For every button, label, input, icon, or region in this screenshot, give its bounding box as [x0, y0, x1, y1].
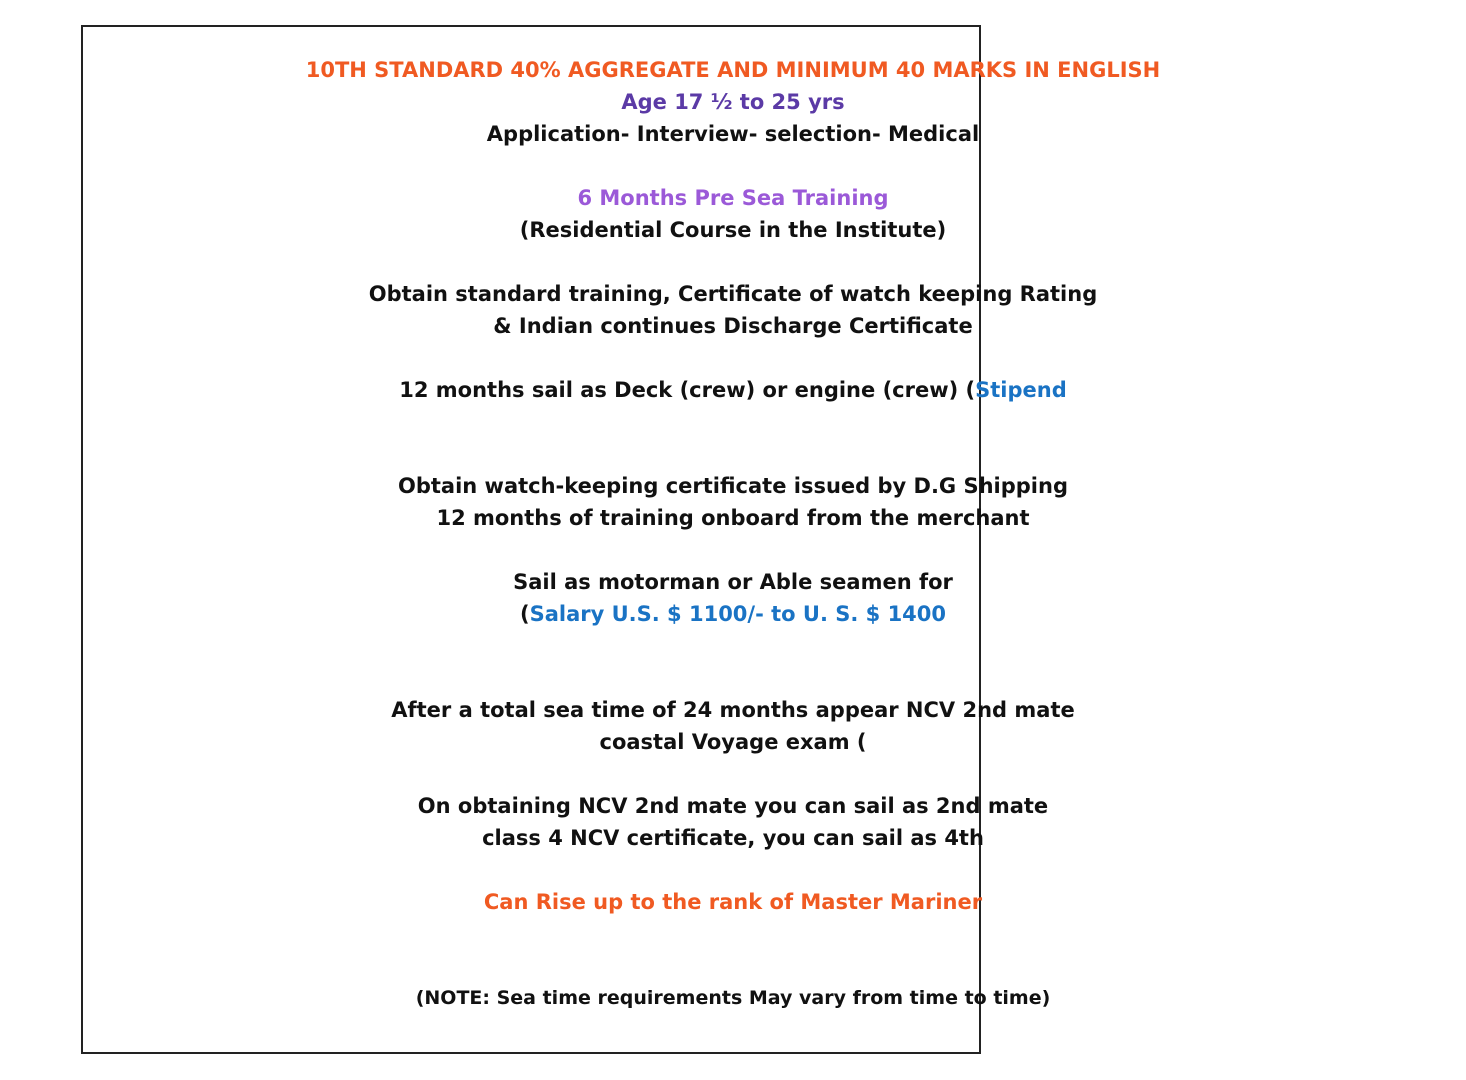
process-line: Application- Interview- selection- Medical	[486, 122, 980, 146]
watch-line-2: 12 months of training onboard from the merchant	[436, 506, 1030, 530]
age-line: Age 17 ½ to 25 yrs	[621, 90, 845, 114]
motorman-line: Sail as motorman or Able seamen for	[513, 570, 953, 594]
ncv-line-2: class 4 NCV certificate, you can sail as 4th	[482, 826, 984, 850]
stipend-text: Stipend	[975, 378, 1067, 402]
ncv-line-1: On obtaining NCV 2nd mate you can sail as 2nd mate	[417, 794, 1049, 818]
rise-line: Can Rise up to the rank of Master Mariner	[483, 890, 983, 914]
eligibility-line: 10TH STANDARD 40% AGGREGATE AND MINIMUM 40 MARKS IN ENGLISH	[305, 58, 1161, 82]
salary-text: Salary U.S. $ 1100/- to U. S. $ 1400	[529, 602, 947, 626]
note-line: (NOTE: Sea time requirements May vary from time to time)	[415, 987, 1051, 1009]
watch-line-1: Obtain watch-keeping certificate issued by D.G Shipping	[398, 474, 1068, 498]
salary-line	[0, 600, 1466, 628]
obtain-line-1: Obtain standard training, Certificate of watch keeping Rating	[368, 282, 1098, 306]
sail-line	[0, 376, 1466, 404]
course-title: 6 Months Pre Sea Training	[577, 186, 889, 210]
after-line-1: After a total sea time of 24 months appear NCV 2nd mate	[391, 698, 1075, 722]
salary-open-paren: (	[519, 602, 530, 626]
obtain-line-2: & Indian continues Discharge Certificate	[493, 314, 973, 338]
sail-line-text: 12 months sail as Deck (crew) or engine (crew) (	[399, 378, 976, 402]
course-note: (Residential Course in the Institute)	[519, 218, 947, 242]
after-line-2: coastal Voyage exam (	[599, 730, 867, 754]
